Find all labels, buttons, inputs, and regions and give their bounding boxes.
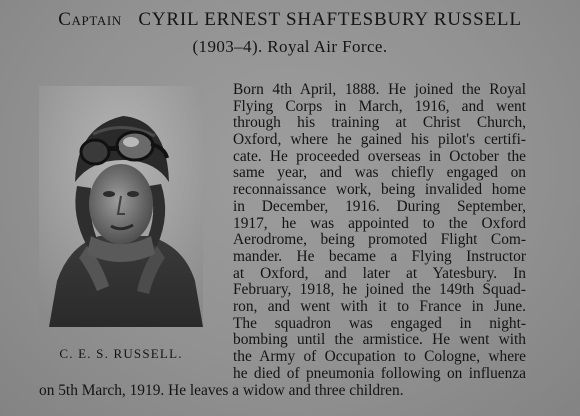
page-title	[0, 8, 580, 32]
biography-line: in December, 1916. During September,	[233, 197, 526, 215]
biography-line: ron, and went with it to France in June.	[233, 297, 526, 315]
title-separator	[127, 9, 133, 30]
page-subtitle: (1903–4). Royal Air Force.	[192, 37, 388, 56]
photo-caption: C. E. S. RUSSELL.	[59, 346, 183, 361]
title-name: CYRIL ERNEST SHAFTESBURY RUSSELL	[138, 9, 522, 30]
biography-line: the Army of Occupation to Cologne, where	[233, 348, 526, 365]
biography-line: cate. He proceeded overseas in October the	[233, 147, 526, 165]
biography-line: he died of pneumonia following on influenza	[233, 364, 526, 382]
biography-last-line: on 5th March, 1919. He leaves a widow and three children.	[39, 382, 404, 399]
biography-line: at Oxford, and later at Yatesbury. In	[233, 264, 526, 282]
biography-line: The squadron was engaged in night-	[233, 314, 526, 332]
biography-line: same year, and was chiefly engaged on	[233, 164, 526, 182]
biography-line: mander. He became a Flying Instructor	[233, 247, 526, 265]
biography-line: through his training at Christ Church,	[233, 114, 526, 132]
title-rank: Captain	[58, 9, 122, 30]
biography-line: Aerodrome, being promoted Flight Com-	[233, 231, 526, 249]
biography-line: February, 1918, he joined the 149th Squad-	[233, 281, 526, 299]
biography-line: Flying Corps in March, 1916, and went	[233, 97, 526, 115]
biography-line: reconnaissance work, being invalided home	[233, 181, 526, 199]
biography-text	[233, 82, 526, 382]
biography-line: 1917, he was appointed to the Oxford	[233, 214, 526, 232]
biography-line: Born 4th April, 1888. He joined the Royal	[233, 81, 526, 98]
biography-line: bombing until the armistice. He went with	[233, 331, 526, 349]
biography-line: Oxford, where he gained his pilot's certifi-	[233, 131, 526, 149]
portrait-photo	[39, 86, 203, 327]
